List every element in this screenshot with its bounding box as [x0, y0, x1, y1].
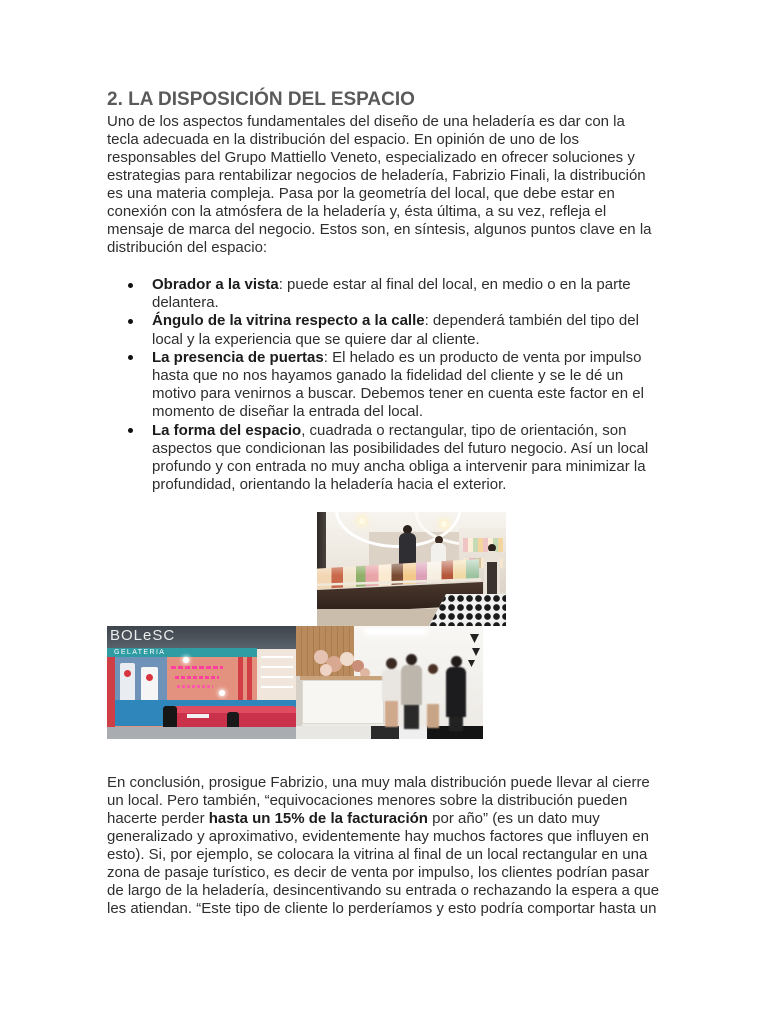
list-item-line: aspectos que condicionan las posibilidades del futuro negocio. Así un local — [152, 439, 649, 457]
person-body — [401, 665, 422, 705]
gelateria-logo-subtitle: GELATERIA — [114, 649, 166, 656]
list-item-line: local y la experiencia que se quiere dar al cliente. — [152, 330, 480, 348]
round-lamp — [219, 690, 225, 696]
bullet-icon — [128, 319, 133, 324]
ceiling-light — [359, 518, 365, 524]
list-item-text: : El helado es un producto de venta por impulso — [323, 348, 642, 366]
paragraph-line: responsables del Grupo Mattiello Veneto, especializado en ofrecer soluciones y — [107, 149, 635, 166]
list-item-line — [152, 349, 648, 367]
paragraph-line: es una materia compleja. Pasa por la geometría del local, que debe estar en — [107, 185, 615, 202]
person-head — [386, 658, 397, 669]
person-head — [406, 654, 417, 665]
list-item-line — [152, 312, 648, 330]
bullet-icon — [128, 283, 133, 288]
person-body — [382, 669, 401, 701]
list-item-term: La presencia de puertas — [152, 348, 324, 366]
floor — [107, 727, 296, 739]
paragraph-line: generalizado y aproximativo, evidentemente hay muchos factores que influyen en — [107, 828, 649, 845]
list-item-line: profundo y con entrada no muy ancha obliga a intervenir para minimizar la — [152, 457, 646, 475]
paragraph-line: les atiendan. “Este tipo de cliente lo perderíamos y esto podría comportar hasta un — [107, 900, 657, 917]
shelf-products — [463, 538, 503, 552]
paragraph-line: de largo de la heladería, desincentivando su entrada o rechazando la espera a que — [107, 882, 660, 899]
red-circle-icon — [124, 670, 131, 677]
red-stripe — [238, 657, 243, 701]
list-item-line: delantera. — [152, 294, 219, 312]
key-points-list — [107, 276, 648, 494]
person-apron — [487, 562, 497, 594]
neon-sign — [175, 676, 219, 679]
person-body — [446, 667, 466, 717]
list-item — [107, 349, 648, 422]
emphasis-trail-text: por año” (es un dato muy — [427, 810, 600, 827]
person-legs — [427, 704, 439, 728]
red-stripe — [247, 657, 252, 701]
list-item-line — [152, 276, 648, 294]
list-item-text: , cuadrada o rectangular, tipo de orientación, son — [301, 421, 627, 439]
person-legs — [404, 705, 419, 729]
paragraph-line: conexión con la atmósfera de la heladería y, ésta última, a su vez, refleja el — [107, 203, 607, 220]
paragraph-line: zona de pasaje turístico, es decir de venta por impulso, los clientes podrían pasar — [107, 864, 649, 881]
bullet-icon — [128, 355, 133, 360]
person-legs — [449, 717, 463, 731]
list-item — [107, 312, 648, 348]
ceiling-light — [441, 521, 447, 527]
paragraph-line: tecla adecuada en la distribución del espacio. En opinión de uno de los — [107, 131, 580, 148]
round-lamp — [183, 657, 189, 663]
person-legs — [385, 701, 398, 727]
list-item-line: momento de diseñar la entrada del local. — [152, 403, 423, 421]
list-item-line — [152, 422, 648, 440]
section-title: 2. LA DISPOSICIÓN DEL ESPACIO — [107, 89, 415, 110]
list-item — [107, 276, 648, 312]
bullet-icon — [128, 428, 133, 433]
wall-shelves — [261, 656, 293, 696]
dark-column — [317, 512, 326, 578]
list-item — [107, 422, 648, 495]
list-item-line: profundidad, orientando la heladería hacia el exterior. — [152, 476, 507, 494]
person-body — [399, 533, 416, 565]
photo-gelato-display-counter — [317, 512, 506, 626]
red-circle-icon — [146, 674, 153, 681]
photo-gelateria-interior-seating — [107, 626, 296, 739]
photo-gelateria-counter-customers — [296, 626, 483, 739]
neon-sign — [177, 685, 213, 688]
list-item-line: hasta que no nos hayamos ganado la fidelidad del cliente y se le dé un — [152, 366, 624, 384]
list-item-text: : puede estar al final del local, en medio o en la parte — [278, 276, 631, 293]
person-head — [451, 656, 462, 667]
paragraph-line: distribución del espacio: — [107, 239, 268, 256]
list-item-text: : dependerá también del tipo del — [424, 312, 639, 330]
list-item-term: Ángulo de la vitrina respecto a la calle — [152, 312, 425, 330]
list-item-term: Obrador a la vista — [152, 276, 279, 293]
paragraph-line: esto). Si, por ejemplo, se colocara la vitrina al final de un local rectangular en una — [107, 846, 648, 863]
list-item-term: La forma del espacio — [152, 421, 302, 439]
paragraph-line: estrategias para rentabilizar negocios de heladería, Fabrizio Finali, la distribución — [107, 167, 646, 184]
intro-paragraph — [107, 113, 652, 257]
conclusion-paragraph — [107, 774, 659, 918]
emphasis-text: hasta un 15% de la facturación — [208, 810, 428, 827]
person-head — [428, 664, 438, 674]
paragraph-line: En conclusión, prosigue Fabrizio, una muy mala distribución puede llevar al cierre — [107, 774, 650, 791]
person-body — [423, 674, 443, 704]
neon-sign — [171, 666, 223, 669]
paragraph-line — [107, 810, 659, 828]
small-table — [187, 714, 209, 718]
list-item-line: motivo para venirnos a buscar. Debemos tener en cuenta este factor en el — [152, 385, 644, 403]
emphasis-lead-text: hacerte perder — [107, 810, 209, 827]
customers-group — [296, 626, 483, 739]
paragraph-line: mensaje de marca del negocio. Estos son, en síntesis, algunos puntos clave en la — [107, 221, 652, 238]
paragraph-line: un local. Pero también, “equivocaciones menores sobre la distribución pueden — [107, 792, 628, 809]
paragraph-line: Uno de los aspectos fundamentales del diseño de una heladería es dar con la — [107, 113, 625, 130]
gelateria-logo: BOLeSC — [110, 627, 176, 644]
